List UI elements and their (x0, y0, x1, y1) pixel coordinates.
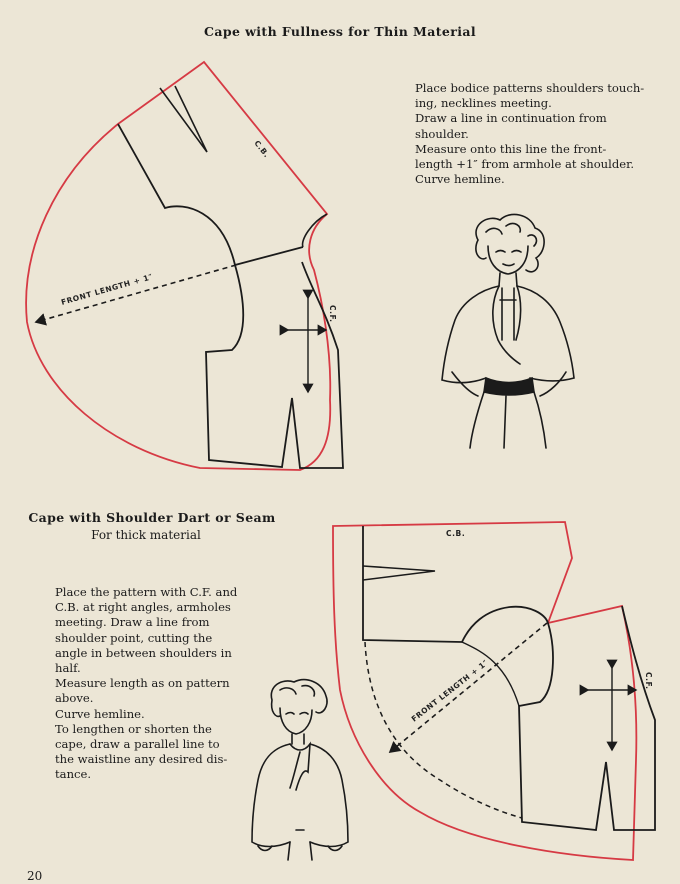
instruction-line: Place bodice patterns shoulders touch- (415, 81, 645, 95)
instruction-line: To lengthen or shorten the (55, 721, 212, 736)
instruction-line: angle in between shoulders in (55, 645, 232, 660)
figure-neck (499, 273, 517, 286)
instruction-line: length +1″ from armhole at shoulder. (415, 157, 635, 172)
instruction-line: half. (55, 661, 81, 676)
top-cape-pattern (26, 62, 343, 470)
instruction-line: the waistline any desired dis- (55, 752, 228, 767)
instruction-line: cape, draw a parallel line to (55, 737, 220, 752)
figure-hands (258, 846, 342, 851)
top-front-length-label: FRONT LENGTH + 1″ (60, 272, 155, 307)
figure-curls (280, 686, 314, 696)
instruction-line: ing, necklines meeting. (415, 96, 552, 111)
instruction-line: Measure length as on pattern (55, 676, 230, 691)
bottom-fashion-figure (252, 680, 348, 860)
top-back-bodice (118, 124, 303, 265)
figure-neck (292, 734, 304, 744)
figure-belt (484, 378, 534, 395)
top-cape-outline (26, 62, 330, 470)
instruction-line: shoulder. (415, 126, 469, 141)
instruction-line: meeting. Draw a line from (55, 615, 210, 630)
instruction-line: tance. (55, 767, 92, 782)
bottom-back-bodice (363, 526, 548, 642)
figure-face (488, 246, 528, 274)
figure-eyes (496, 251, 521, 253)
bottom-cf-label: C.F. (644, 672, 653, 690)
figure-cape (252, 744, 348, 847)
instruction-line: Place the pattern with C.F. and (55, 585, 238, 599)
bottom-front-length-label: FRONT LENGTH + 1″ (409, 657, 491, 724)
bottom-back-dart (363, 566, 435, 580)
top-section-title: Cape with Fullness for Thin Material (204, 24, 476, 39)
instruction-line: Measure onto this line the front- (415, 141, 607, 156)
instruction-line: Draw a line in continuation from (415, 111, 607, 126)
top-fashion-figure (442, 214, 574, 448)
instruction-line: Curve hemline. (415, 172, 505, 187)
figure-cape-lapels (493, 286, 521, 364)
top-neckline (303, 214, 327, 247)
top-back-dart (160, 86, 207, 152)
figure-blouse (500, 288, 516, 340)
top-front-length-line (36, 265, 236, 322)
bottom-hem-guide (365, 642, 522, 818)
bottom-section-title: Cape with Shoulder Dart or Seam (28, 510, 276, 525)
instruction-line: Curve hemline. (55, 706, 145, 721)
bottom-cb-label: C.B. (446, 529, 466, 538)
figure-eyes (286, 713, 308, 715)
figure-skirt (288, 830, 312, 860)
bottom-section-subtitle: For thick material (91, 528, 201, 542)
page-number: 20 (27, 869, 43, 883)
figure-lips (503, 264, 514, 266)
instruction-line: C.B. at right angles, armholes (55, 600, 231, 615)
figure-scarf (290, 744, 310, 790)
instruction-line: shoulder point, cutting the (55, 630, 213, 645)
bottom-cape-pattern (333, 522, 655, 860)
top-cf-label: C.F. (328, 305, 337, 323)
bottom-cape-outline (333, 522, 636, 860)
top-cb-label: C.B. (252, 138, 272, 160)
instruction-line: above. (55, 691, 94, 706)
figure-skirt (470, 392, 546, 448)
figure-curls (486, 224, 536, 246)
bottom-front-length-line (390, 623, 547, 752)
top-front-bodice (206, 262, 343, 468)
figure-face (280, 708, 312, 734)
